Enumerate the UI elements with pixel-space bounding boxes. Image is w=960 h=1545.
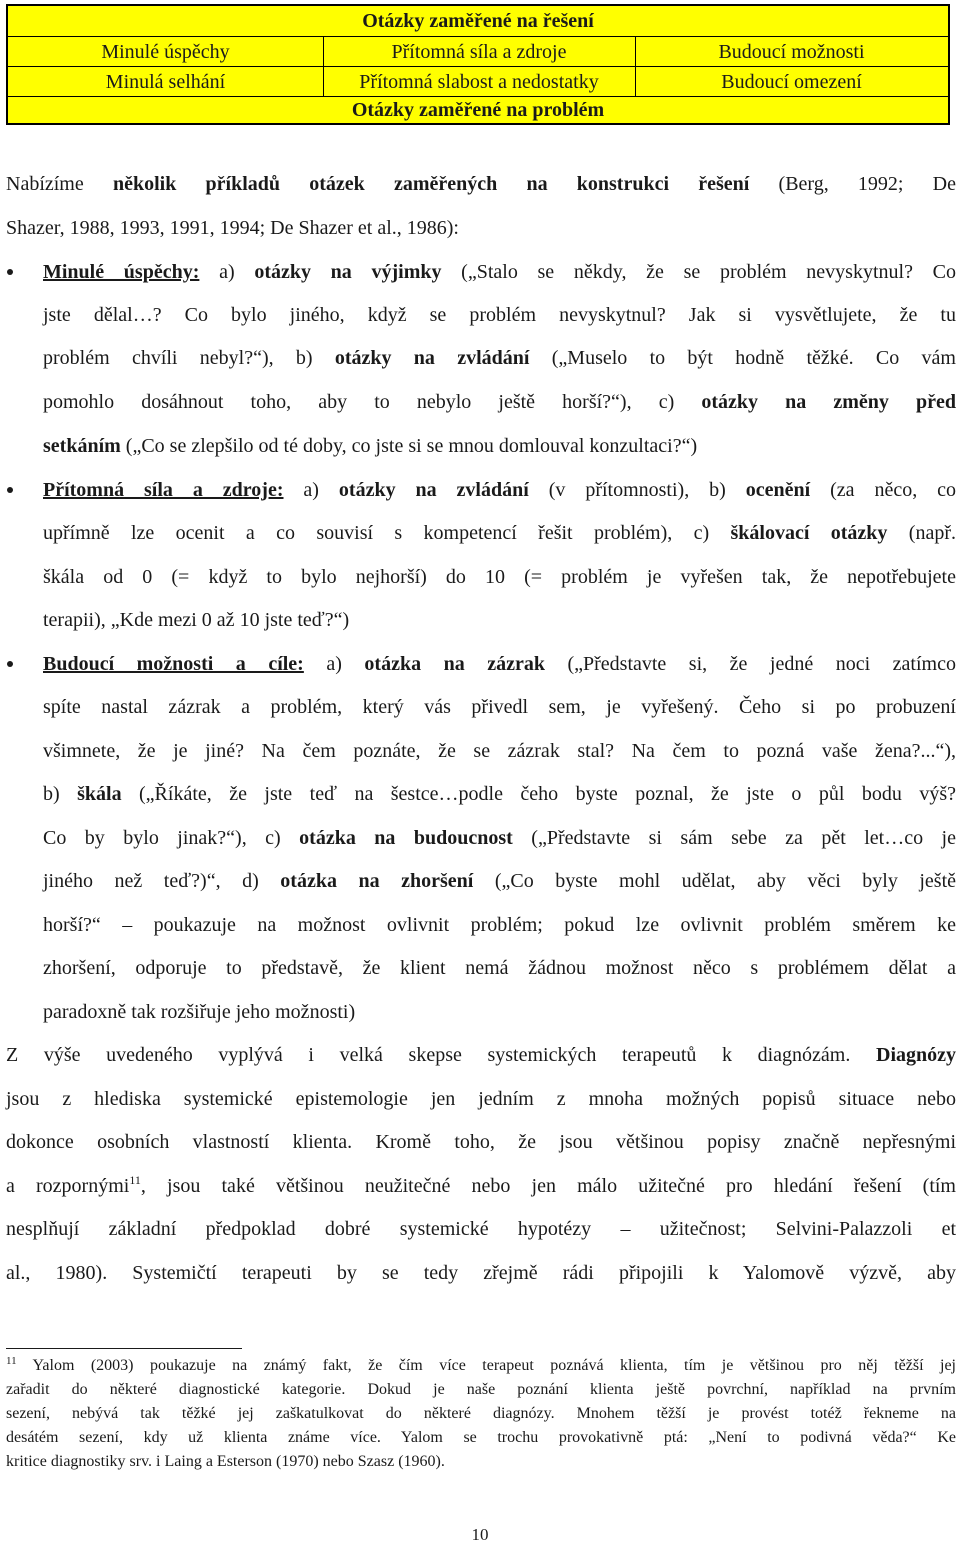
para-line-6: al., 1980). Systemičtí terapeuti by se tedy zřejmě rádi připojili k Yalomově výzvě, aby [6, 1262, 956, 1284]
table-cell-future-limits: Budoucí omezení [721, 71, 862, 93]
b3-line-9: paradoxně tak rozšiřuje jeho možnosti) [43, 1001, 356, 1023]
table-cell-past-failures: Minulá selhání [8, 67, 324, 97]
b2-line-3: škála od 0 (= když to bylo nejhorší) do 10 (= problém je vyřešen tak, že nepotřebujete [43, 566, 956, 588]
b2-line-2: upřímně lze ocenit a co souvisí s kompetencí řešit problém), c) škálovací otázky (např. [43, 522, 956, 544]
b1-line-1: Minulé úspěchy: a) otázky na výjimky („Stalo se někdy, že se problém nevyskytnul? Co [43, 261, 956, 283]
footnote-line-5: kritice diagnostiky srv. i Laing a Esterson (1970) nebo Szasz (1960). [6, 1453, 445, 1470]
table-header-solution: Otázky zaměřené na řešení [362, 10, 594, 32]
b1-line-4: pomohlo dosáhnout toho, aby to nebylo ještě horší?“), c) otázky na změny před [43, 391, 956, 413]
b3-line-7: horší?“ – poukazuje na možnost ovlivnit problém; pokud lze ovlivnit problém směrem ke [43, 914, 956, 936]
table-row-weaknesses [8, 66, 948, 97]
b3-line-3: všimnete, že je jiné? Na čem poznáte, že se zázrak stal? Na čem to pozná vaše žena?...“), [43, 740, 956, 762]
intro-line-2: Shazer, 1988, 1993, 1991, 1994; De Shazer et al., 1986): [6, 217, 459, 239]
bullet-icon [7, 269, 13, 275]
page-number: 10 [471, 1525, 489, 1544]
footnote-line-4: desátém sezení, kdy už klienta známe více. Yalom se trochu provokativně ptá: „Není to podivná věda?“ Ke [6, 1429, 956, 1446]
para-line-1: Z výše uvedeného vyplývá i velká skepse systemických terapeutů k diagnózám. Diagnózy [6, 1044, 956, 1066]
intro-line-1: Nabízíme několik příkladů otázek zaměřených na konstrukci řešení (Berg, 1992; De [6, 173, 956, 195]
para-line-4: a rozpornými$^{11}$, jsou také většinou neužitečné nebo jen málo užitečné pro hledání řešení (tím [6, 1173, 956, 1197]
b3-line-5: Co by bylo jinak?“), c) otázka na budoucnost („Představte si sám sebe za pět let…co je [43, 827, 956, 849]
table-row-strengths [8, 36, 948, 67]
bullet-icon [7, 661, 13, 667]
para-line-2: jsou z hlediska systemické epistemologie jen jedním z mnoha možných popisů situace nebo [6, 1088, 956, 1110]
b3-line-8: zhoršení, odporuje to představě, že klient nemá žádnou možnost něco s problémem dělat a [43, 957, 956, 979]
b1-line-3: problém chvíli nebyl?“), b) otázky na zvládání („Muselo to být hodně těžké. Co vám [43, 347, 956, 369]
table-cell-past-successes: Minulé úspěchy [8, 37, 324, 67]
b3-line-1: Budoucí možnosti a cíle: a) otázka na zázrak („Představte si, že jedné noci zatímco [43, 653, 956, 675]
b3-line-4: b) škála („Říkáte, že jste teď na šestce…podle čeho byste poznal, že jste o půl bodu výš? [43, 783, 956, 805]
table-header-problem: Otázky zaměřené na problém [351, 99, 605, 121]
b1-line-2: jste dělal…? Co bylo jiného, když se problém nevyskytnul? Jak si vysvětlujete, že tu [43, 304, 956, 326]
para-line-3: dokonce osobních vlastností klienta. Kromě toho, že jsou většinou popisy značně nepřesnými [6, 1131, 956, 1153]
table-row-footer [8, 96, 948, 124]
b2-line-4: terapii), „Kde mezi 0 až 10 jste teď?“) [43, 609, 350, 631]
footnote-line-3: sezení, nebývá tak těžké jej zaškatulkovat do některé diagnózy. Mnohem těžší je provést totéž řekneme na [6, 1405, 956, 1422]
b2-line-1: Přítomná síla a zdroje: a) otázky na zvládání (v přítomnosti), b) ocenění (za něco, co [43, 479, 957, 501]
b3-line-2: spíte nastal zázrak a problém, který vás přivedl sem, je vyřešený. Čeho si po probuzení [43, 696, 956, 718]
table-cell-present-strengths: Přítomná síla a zdroje [323, 37, 636, 67]
b3-line-6: jiného než teď?)“, d) otázka na zhoršení („Co byste mohl udělat, aby věci byly ještě [43, 870, 957, 892]
table-cell-present-weaknesses: Přítomná slabost a nedostatky [323, 67, 636, 97]
footnote-line-2: zařadit do některé diagnostické kategorie. Dokud je naše poznání klienta ještě povrchní, například na prvním [6, 1381, 956, 1398]
bullet-icon [7, 487, 13, 493]
footnote-ref: 11 [129, 1173, 141, 1187]
table-row-header [8, 6, 948, 36]
table-cell-future-possibilities: Budoucí možnosti [718, 41, 865, 63]
questions-table [6, 4, 950, 125]
footnote-divider [6, 1348, 242, 1349]
footnote-line-1: $^{11}$ Yalom (2003) poukazuje na známý fakt, že čím více terapeut poznává klienta, tím je většinou pro něj těžší jej [6, 1355, 956, 1374]
para-line-5: nesplňují základní předpoklad dobré systemické hypotézy – užitečnost; Selvini-Palazzoli et [6, 1218, 956, 1240]
b1-line-5: setkáním („Co se zlepšilo od té doby, co jste si se mnou domlouval konzultaci?“) [43, 435, 698, 457]
